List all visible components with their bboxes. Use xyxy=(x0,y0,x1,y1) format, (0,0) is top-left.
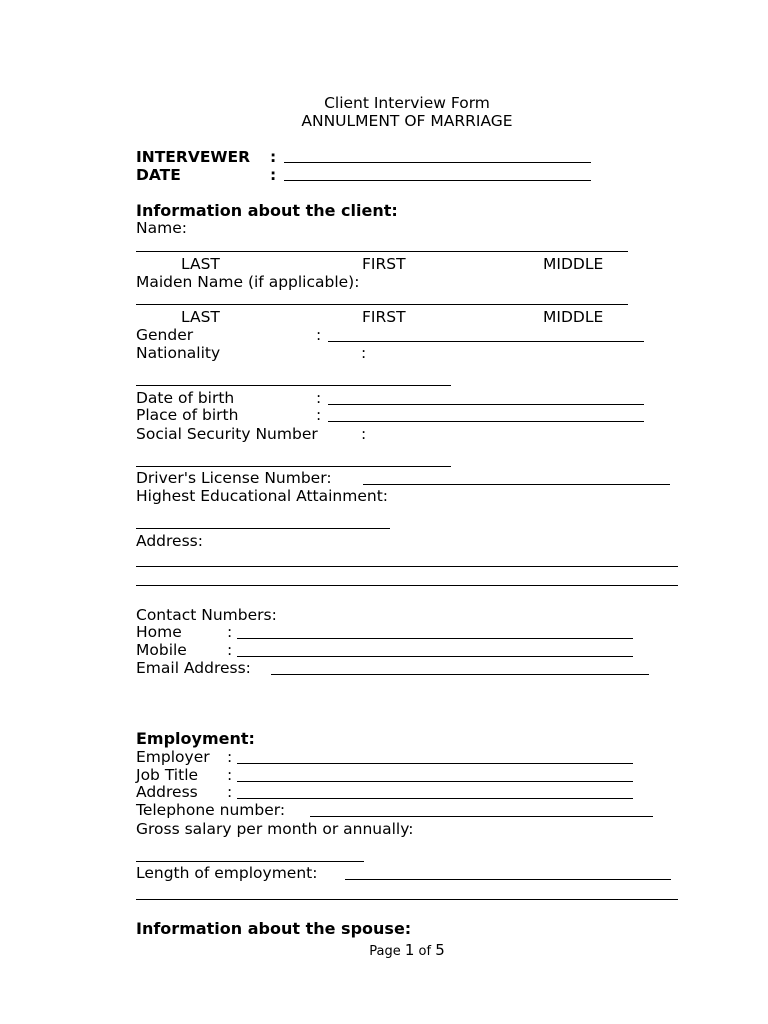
mobile-phone-field[interactable] xyxy=(237,656,633,657)
pob-colon: : xyxy=(316,406,322,424)
employer-field[interactable] xyxy=(237,763,633,764)
maiden-name-field[interactable] xyxy=(136,304,628,305)
mobile-colon: : xyxy=(227,641,233,659)
dob-field[interactable] xyxy=(328,404,644,405)
address-label: Address: xyxy=(136,532,203,550)
interviewer-colon: : xyxy=(270,148,277,166)
length-field[interactable] xyxy=(345,879,671,880)
telephone-label: Telephone number: xyxy=(136,801,286,819)
employer-address-field[interactable] xyxy=(237,798,633,799)
interviewer-label: INTERVEWER xyxy=(136,148,251,166)
spouse-section-heading: Information about the spouse: xyxy=(136,919,412,938)
nationality-field[interactable] xyxy=(136,385,451,386)
employer-colon: : xyxy=(227,748,233,766)
ssn-label: Social Security Number xyxy=(136,425,318,443)
current-page-number: 1 xyxy=(404,941,415,959)
name-col-first: FIRST xyxy=(362,255,406,273)
date-colon: : xyxy=(270,166,277,184)
job-title-field[interactable] xyxy=(237,781,633,782)
ssn-field[interactable] xyxy=(136,466,451,467)
address-field-line-1[interactable] xyxy=(136,566,678,567)
gender-field[interactable] xyxy=(328,341,644,342)
maiden-name-label: Maiden Name (if applicable): xyxy=(136,273,360,291)
salary-field[interactable] xyxy=(136,861,364,862)
job-title-label: Job Title xyxy=(136,766,199,784)
length-label: Length of employment: xyxy=(136,864,318,882)
education-field[interactable] xyxy=(136,528,390,529)
name-col-middle: MIDDLE xyxy=(543,255,604,273)
name-label: Name: xyxy=(136,219,187,237)
total-pages-number: 5 xyxy=(435,941,445,959)
employment-heading: Employment: xyxy=(136,729,255,748)
pob-label: Place of birth xyxy=(136,406,239,424)
employer-label: Employer xyxy=(136,748,210,766)
employer-address-colon: : xyxy=(227,783,233,801)
home-phone-field[interactable] xyxy=(237,638,633,639)
ssn-colon: : xyxy=(361,425,367,443)
address-field-line-2[interactable] xyxy=(136,585,678,586)
job-title-colon: : xyxy=(227,766,233,784)
page-footer xyxy=(0,941,768,959)
mobile-label: Mobile xyxy=(136,641,187,659)
maiden-col-middle: MIDDLE xyxy=(543,308,604,326)
dob-colon: : xyxy=(316,389,322,407)
education-label: Highest Educational Attainment: xyxy=(136,487,389,505)
gender-colon: : xyxy=(316,326,322,344)
nationality-label: Nationality xyxy=(136,344,221,362)
email-label: Email Address: xyxy=(136,659,251,677)
dob-label: Date of birth xyxy=(136,389,235,407)
license-field[interactable] xyxy=(363,484,670,485)
employment-extra-line[interactable] xyxy=(136,899,678,900)
name-field[interactable] xyxy=(136,251,628,252)
maiden-col-last: LAST xyxy=(181,308,220,326)
license-label: Driver's License Number: xyxy=(136,469,332,487)
nationality-colon: : xyxy=(361,344,367,362)
interviewer-field[interactable] xyxy=(284,162,591,163)
pob-field[interactable] xyxy=(328,421,644,422)
of-word: of xyxy=(418,944,432,959)
gender-label: Gender xyxy=(136,326,194,344)
contact-numbers-label: Contact Numbers: xyxy=(136,606,277,624)
employer-address-label: Address xyxy=(136,783,198,801)
date-label: DATE xyxy=(136,166,181,184)
email-field[interactable] xyxy=(271,674,649,675)
telephone-field[interactable] xyxy=(310,816,653,817)
maiden-col-first: FIRST xyxy=(362,308,406,326)
salary-label: Gross salary per month or annually: xyxy=(136,820,414,838)
date-field[interactable] xyxy=(284,180,591,181)
name-col-last: LAST xyxy=(181,255,220,273)
home-label: Home xyxy=(136,623,182,641)
form-title: Client Interview Form xyxy=(324,94,490,112)
client-section-heading: Information about the client: xyxy=(136,201,398,220)
form-subtitle: ANNULMENT OF MARRIAGE xyxy=(301,112,513,130)
page-word: Page xyxy=(369,944,401,959)
home-colon: : xyxy=(227,623,233,641)
